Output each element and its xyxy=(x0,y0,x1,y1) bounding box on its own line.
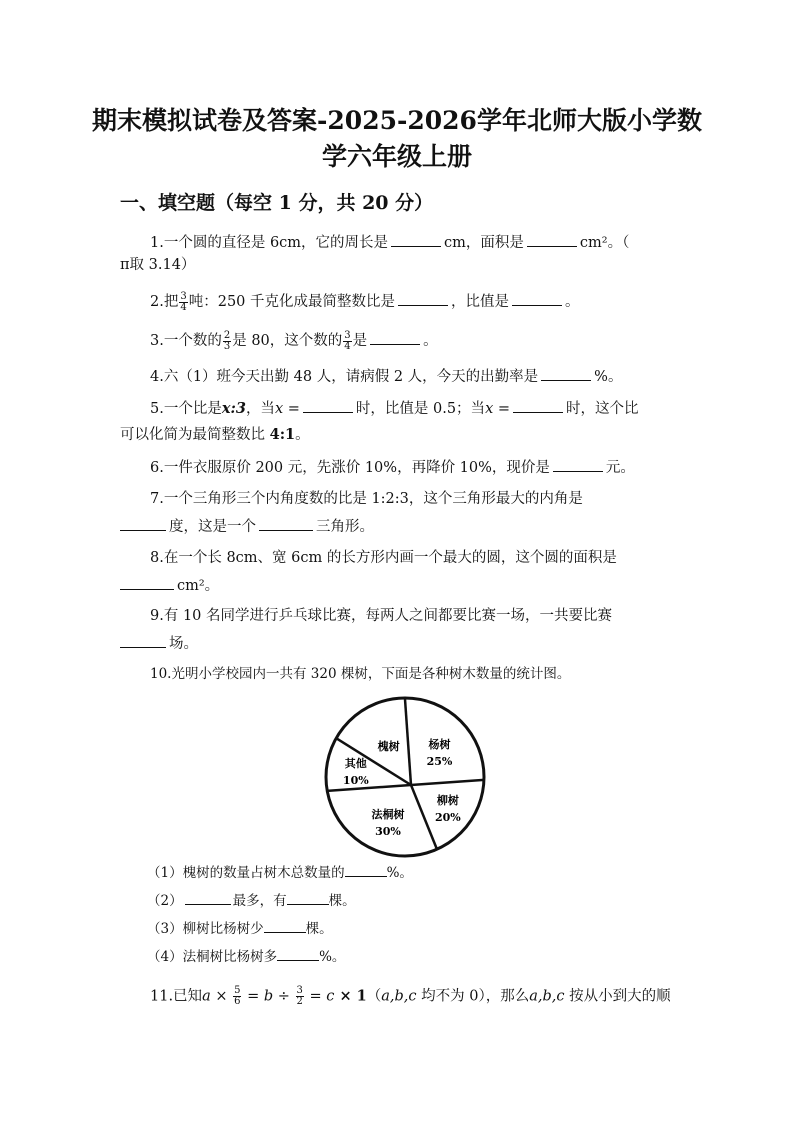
pie-slice-value-2: 20% xyxy=(434,811,461,825)
pie-slice-name-4: 其他 xyxy=(344,757,367,771)
q11-eq-2: = xyxy=(304,988,327,1005)
q10-s4-text-b: %。 xyxy=(319,949,346,965)
q11-fraction-2 xyxy=(296,986,304,1007)
question-5-cont xyxy=(120,425,310,445)
q3-frac2-den: 4 xyxy=(344,340,351,352)
q10-s4-text-a: （4）法桐树比杨树多 xyxy=(147,949,278,965)
pie-chart-svg xyxy=(322,694,488,860)
question-10-sub-2 xyxy=(147,890,356,911)
question-7: 7.一个三角形三个内角度数的比是 1:2:3，这个三角形最大的内角是 xyxy=(150,491,583,507)
q5-text-e: 可以化简为最简整数比 xyxy=(120,427,265,443)
q5-var-x-1: x xyxy=(274,401,284,417)
question-6 xyxy=(150,457,635,478)
q5-ratio-2: 4:1 xyxy=(269,426,296,443)
page-title-line-2: 学六年级上册 xyxy=(321,142,472,171)
question-10: 10.光明小学校园内一共有 320 棵树，下面是各种树木数量的统计图。 xyxy=(150,666,571,682)
q5-text-c: 时，比值是 0.5；当 xyxy=(355,401,486,417)
q10-s1-text-a: （1）槐树的数量占树木总数量的 xyxy=(147,865,345,881)
q11-frac1-num: 5 xyxy=(234,985,241,996)
q6-text-a: 6.一件衣服原价 200 元，先涨价 10%，再降价 10%，现价是 xyxy=(150,460,550,476)
question-1-cont: π取 3.14） xyxy=(120,257,196,273)
q11-divide: ÷ xyxy=(273,988,295,1005)
q11-text-c: 均不为 0），那么 xyxy=(416,988,530,1005)
q1-text-a: 1.一个圆的直径是 6cm，它的周长是 xyxy=(150,235,389,251)
q6-text-b: 元。 xyxy=(605,460,635,476)
q3-text-a: 3.一个数的 xyxy=(150,333,222,349)
q11-vars-1: a,b,c xyxy=(381,988,417,1005)
q1-blank-1 xyxy=(391,232,441,247)
page-title-line-1: 期末模拟试卷及答案-2025-2026学年北师大版小学数 xyxy=(92,106,702,135)
q11-text-d: 按从小到大的顺 xyxy=(564,988,671,1005)
q5-eq-2: = xyxy=(493,401,511,417)
q2-fraction xyxy=(179,292,187,313)
q11-var-b: b xyxy=(263,988,274,1005)
pie-slice-name-2: 柳树 xyxy=(436,794,459,808)
q10-s2-text-a: （2） xyxy=(147,893,183,909)
q1-text-c: cm²。（ xyxy=(579,235,630,251)
q3-text-c: 是 xyxy=(352,333,368,349)
q11-text-a: 11.已知 xyxy=(150,988,203,1005)
question-8: 8.在一个长 8cm、宽 6cm 的长方形内画一个最大的圆，这个圆的面积是 xyxy=(150,550,617,566)
q10-s2-text-b: 最多，有 xyxy=(232,893,287,909)
q10-s2-blank-1 xyxy=(185,890,231,905)
question-1 xyxy=(150,232,629,253)
q4-blank xyxy=(541,366,591,381)
q5-ratio: x:3 xyxy=(221,400,246,417)
q2-text-a: 2.把 xyxy=(150,294,179,310)
q1-blank-2 xyxy=(527,232,577,247)
q2-text-b: 吨：250 千克化成最简整数比是 xyxy=(188,294,396,310)
q10-s2-text-c: 棵。 xyxy=(328,893,356,909)
q10-s1-text-b: %。 xyxy=(386,865,413,881)
q11-times-2: × 1 xyxy=(334,987,367,1005)
question-8-cont xyxy=(120,575,219,596)
question-10-sub-1 xyxy=(147,862,413,883)
q3-text-b: 是 80，这个数的 xyxy=(232,333,343,349)
q8-text-b: cm²。 xyxy=(177,578,220,594)
q3-blank xyxy=(370,330,420,345)
q2-blank-2 xyxy=(512,291,562,306)
q5-blank-1 xyxy=(303,398,353,413)
question-4 xyxy=(150,366,622,387)
question-10-sub-3 xyxy=(147,918,333,939)
pie-slice-value-4: 10% xyxy=(342,774,369,788)
q3-frac2-num: 3 xyxy=(344,329,351,341)
q5-text-a: 5.一个比是 xyxy=(150,401,222,417)
q10-s1-blank xyxy=(345,862,387,877)
q2-text-d: 。 xyxy=(565,294,580,310)
q3-fraction-2 xyxy=(343,331,351,352)
pie-slice-name-5: 槐树 xyxy=(377,739,400,753)
pie-slice-value-1: 25% xyxy=(426,755,453,769)
q10-s3-text-b: 棵。 xyxy=(305,921,333,937)
q3-frac1-num: 2 xyxy=(223,329,231,341)
q11-times-1: × xyxy=(210,988,233,1005)
pie-chart xyxy=(322,694,488,860)
question-5 xyxy=(150,398,639,419)
q9-text-b: 场。 xyxy=(169,636,198,652)
q5-var-x-2: x xyxy=(485,401,494,417)
q10-s2-blank-2 xyxy=(287,890,329,905)
q11-frac2-den: 2 xyxy=(296,996,303,1007)
q10-s3-text-a: （3）柳树比杨树少 xyxy=(147,921,264,937)
q5-text-b: ，当 xyxy=(245,401,275,417)
q7-text-c: 三角形。 xyxy=(316,519,374,535)
q2-frac-num: 3 xyxy=(180,290,187,302)
q10-s4-blank xyxy=(277,946,319,961)
q11-vars-2: a,b,c xyxy=(529,988,565,1005)
q5-blank-2 xyxy=(513,398,563,413)
q9-blank xyxy=(120,633,166,648)
section-heading: 一、填空题（每空 1 分，共 20 分） xyxy=(120,192,434,214)
q10-s3-blank xyxy=(264,918,306,933)
question-7-cont xyxy=(120,516,374,537)
question-2 xyxy=(150,291,580,313)
pie-slice-label-5 xyxy=(378,739,400,753)
q11-frac1-den: 6 xyxy=(234,996,241,1007)
q2-frac-den: 4 xyxy=(180,301,187,313)
question-11 xyxy=(150,986,671,1007)
q11-var-c: c xyxy=(326,988,335,1005)
q3-text-d: 。 xyxy=(423,333,438,349)
question-10-sub-4 xyxy=(147,946,345,967)
q3-fraction-1 xyxy=(223,331,231,352)
q3-frac1-den: 3 xyxy=(223,340,231,352)
pie-slice-value-3: 30% xyxy=(375,824,401,838)
q2-blank-1 xyxy=(398,291,448,306)
q2-text-c: ，比值是 xyxy=(451,294,510,310)
q6-blank xyxy=(553,457,603,472)
q11-frac2-num: 3 xyxy=(296,985,303,996)
q11-var-a: a xyxy=(202,988,211,1005)
q4-text-a: 4.六（1）班今天出勤 48 人，请病假 2 人，今天的出勤率是 xyxy=(150,369,539,385)
q5-text-f: 。 xyxy=(295,427,310,443)
q7-blank-1 xyxy=(120,516,166,531)
q5-text-d: 时，这个比 xyxy=(566,401,639,417)
q11-fraction-1 xyxy=(233,986,241,1007)
pie-slice-name-1: 杨树 xyxy=(428,738,451,752)
q7-blank-2 xyxy=(259,516,313,531)
q4-text-b: %。 xyxy=(594,369,623,385)
q11-eq-1: = xyxy=(242,988,264,1005)
question-9: 9.有 10 名同学进行乒乓球比赛，每两人之间都要比赛一场，一共要比赛 xyxy=(150,608,613,624)
q7-text-b: 度，这是一个 xyxy=(169,519,256,535)
question-3 xyxy=(150,330,438,352)
question-9-cont xyxy=(120,633,198,654)
q11-text-b: （ xyxy=(366,988,382,1005)
pie-slice-name-3: 法桐树 xyxy=(371,807,405,821)
q5-eq-1: = xyxy=(283,401,300,417)
q8-blank xyxy=(120,575,174,590)
q1-text-b: cm，面积是 xyxy=(444,235,524,251)
